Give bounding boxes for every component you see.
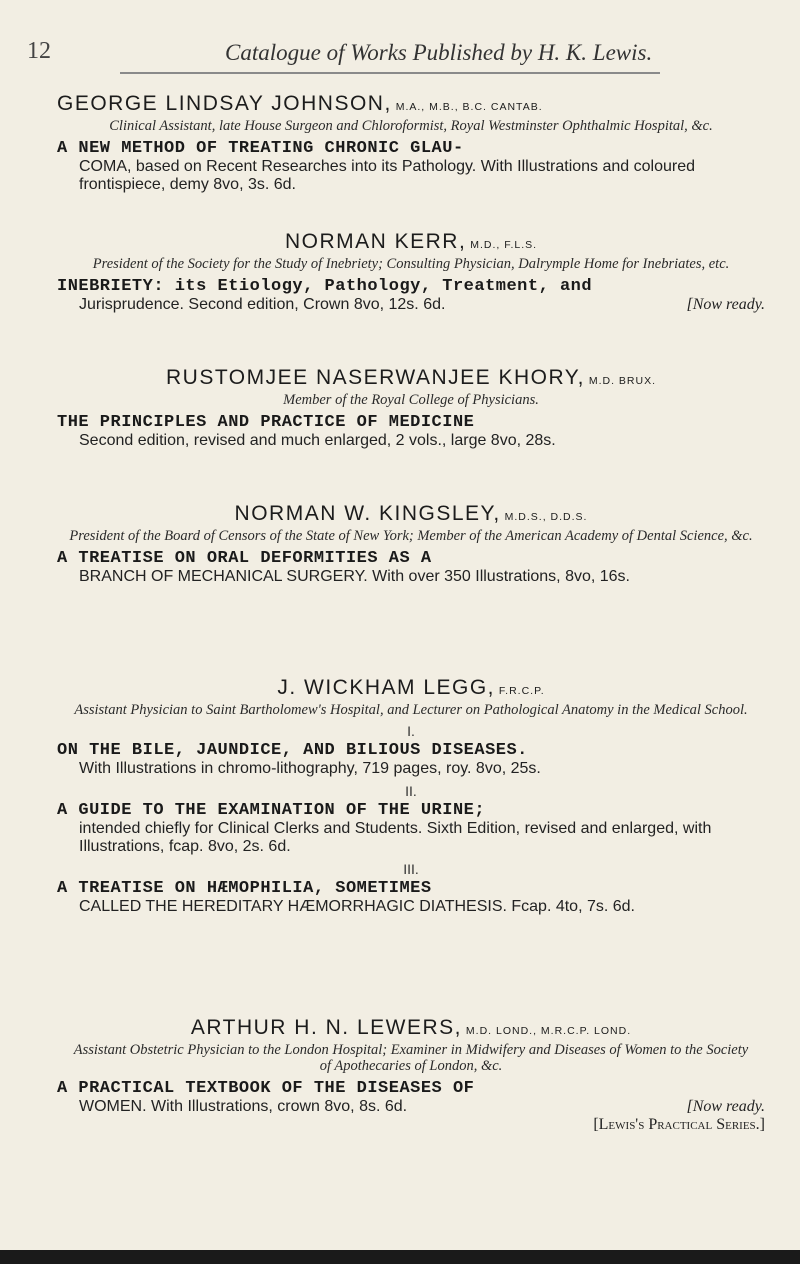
work-title: A TREATISE ON HÆMOPHILIA, SOMETIMES	[57, 879, 432, 898]
header-rule	[120, 72, 660, 74]
author-description: President of the Board of Censors of the State of New York; Member of the American Academy of Dental Science, &c.	[69, 528, 753, 544]
availability-note: [Now ready.	[686, 1098, 765, 1115]
author-name: RUSTOMJEE NASERWANJEE KHORY,	[165, 366, 585, 389]
author-heading	[57, 676, 765, 700]
work-listing	[57, 278, 765, 314]
author-description: Clinical Assistant, late House Surgeon and Chloroformist, Royal Westminster Ophthalmic Hospital, &c.	[109, 118, 713, 134]
author-description: Assistant Physician to Saint Bartholomew's Hospital, and Lecturer on Pathological Anatomy in the Medical School.	[74, 702, 748, 718]
author-heading	[57, 366, 765, 390]
work-title: A NEW METHOD OF TREATING CHRONIC GLAU-	[57, 139, 464, 158]
work-number: I.	[407, 723, 415, 739]
work-listing	[57, 140, 765, 194]
catalogue-entry	[57, 1016, 765, 1134]
work-title: A PRACTICAL TEXTBOOK OF THE DISEASES OF	[57, 1079, 475, 1098]
author-name: ARTHUR H. N. LEWERS,	[190, 1016, 462, 1039]
work-listing	[57, 860, 765, 916]
work-title: ON THE BILE, JAUNDICE, AND BILIOUS DISEASES.	[57, 741, 528, 760]
page-edge-bar	[0, 1250, 800, 1264]
author-degrees: M.D.S., D.D.S.	[500, 511, 588, 523]
page-number: 12	[27, 38, 51, 64]
work-listing	[57, 782, 765, 856]
catalogue-entry	[57, 366, 765, 450]
work-details: COMA, based on Recent Researches into its Pathology. With Illustrations and coloured frontispiece, demy 8vo, 3s. 6d.	[79, 158, 696, 193]
author-name: GEORGE LINDSAY JOHNSON,	[57, 92, 392, 115]
running-head: Catalogue of Works Published by H. K. Lewis.	[225, 40, 653, 65]
series-note: [Lewis's Practical Series.]	[593, 1116, 765, 1133]
catalogue-entry	[57, 230, 765, 314]
author-name: NORMAN W. KINGSLEY,	[234, 502, 501, 525]
catalogue-entry	[57, 502, 765, 586]
author-description: Assistant Obstetric Physician to the London Hospital; Examiner in Midwifery and Diseases of Women to the Society of Apothecaries of London, &c.	[73, 1042, 749, 1074]
availability-note: [Now ready.	[686, 296, 765, 313]
author-degrees: M.D. BRUX.	[584, 375, 657, 387]
author-name: NORMAN KERR,	[284, 230, 467, 253]
work-details: intended chiefly for Clinical Clerks and Students. Sixth Edition, revised and enlarged, with Illustrations, fcap. 8vo, 2s. 6d.	[79, 820, 712, 855]
author-heading	[57, 1016, 765, 1040]
work-details: Jurisprudence. Second edition, Crown 8vo, 12s. 6d.	[79, 296, 446, 313]
work-details-row	[57, 1098, 765, 1116]
work-listing	[57, 722, 765, 778]
work-details: BRANCH OF MECHANICAL SURGERY. With over 350 Illustrations, 8vo, 16s.	[79, 568, 630, 585]
author-name: J. WICKHAM LEGG,	[277, 676, 496, 699]
author-degrees: F.R.C.P.	[495, 685, 545, 697]
work-title: A GUIDE TO THE EXAMINATION OF THE URINE;	[57, 801, 486, 820]
work-title: THE PRINCIPLES AND PRACTICE OF MEDICINE	[57, 413, 475, 432]
author-heading	[57, 502, 765, 526]
work-listing	[57, 550, 765, 586]
work-listing	[57, 414, 765, 450]
author-degrees: M.D. LOND., M.R.C.P. LOND.	[461, 1025, 632, 1037]
author-degrees: M.D., F.L.S.	[466, 239, 538, 251]
catalogue-entry	[57, 92, 765, 194]
work-title: INEBRIETY: its Etiology, Pathology, Treatment, and	[57, 277, 593, 296]
work-details-row	[57, 296, 765, 314]
work-details: With Illustrations in chromo-lithography, 719 pages, roy. 8vo, 25s.	[79, 760, 541, 777]
work-details: WOMEN. With Illustrations, crown 8vo, 8s. 6d.	[79, 1098, 408, 1115]
work-number: III.	[403, 861, 419, 877]
work-details: CALLED THE HEREDITARY HÆMORRHAGIC DIATHESIS. Fcap. 4to, 7s. 6d.	[79, 898, 635, 915]
catalogue-entry	[57, 676, 765, 916]
author-description: President of the Society for the Study of Inebriety; Consulting Physician, Dalrymple Home for Inebriates, etc.	[92, 256, 730, 272]
author-heading	[57, 230, 765, 254]
author-description: Member of the Royal College of Physicians.	[283, 392, 539, 408]
work-listing	[57, 1080, 765, 1134]
work-number: II.	[405, 783, 417, 799]
author-degrees: M.A., M.B., B.C. CANTAB.	[391, 101, 543, 113]
work-title: A TREATISE ON ORAL DEFORMITIES AS A	[57, 549, 432, 568]
author-heading	[57, 92, 765, 116]
work-details: Second edition, revised and much enlarged, 2 vols., large 8vo, 28s.	[79, 432, 556, 449]
